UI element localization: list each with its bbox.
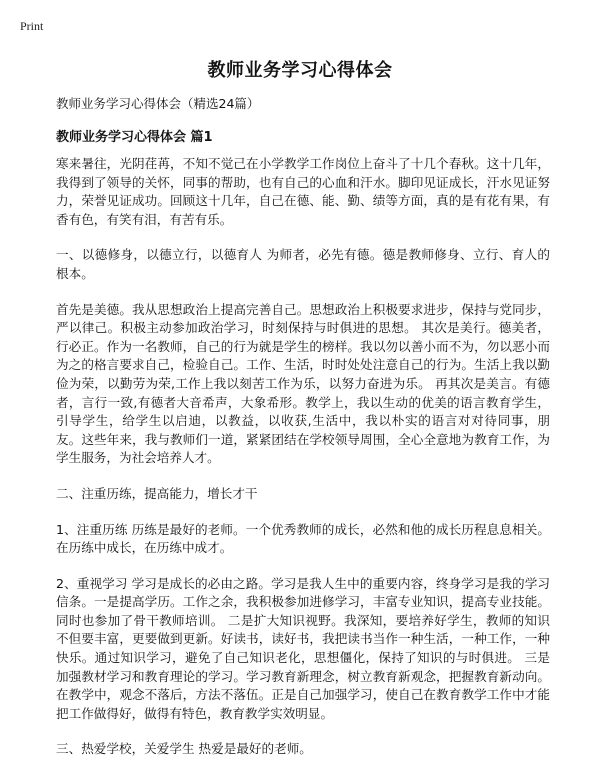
print-link[interactable]: Print bbox=[20, 19, 44, 33]
paragraph: 1、注重历练 历练是最好的老师。一个优秀教师的成长，必然和他的成长历程息息相关。在历练中成长，在历练中成才。 bbox=[56, 521, 550, 556]
paragraph: 2、重视学习 学习是成长的必由之路。学习是我人生中的重要内容，终身学习是我的学习信条。一是提高学历。工作之余，我积极参加进修学习，丰富专业知识，提高专业技能。同时也参加了骨干教师培训。 二是扩大知识视野。我深知，要培养好学生，教师的知识不但要丰富，更要做到更新。好读书，读好书，我把读书当作一种生活，一种工作，一种快乐。通过知识学习，避免了自己知识老化，思想僵化，保持了知识的与时俱进。 三是加强教材学习和教育理论的学习。学习教育新理念，树立教育新观念，把握教育新动向。在教学中，观念不落后，方法不落伍。正是自己加强学习，使自己在教育教学工作中才能把工作做得好，做得有特色，教育教学实效明显。 bbox=[56, 575, 550, 721]
paragraph: 寒来暑往，光阴荏苒，不知不觉己在小学教学工作岗位上奋斗了十几个春秋。这十几年，我得到了领导的关怀，同事的帮助，也有自己的心血和汗水。脚印见证成长，汗水见证努力，荣誉见证成功。回顾这十几年，自己在德、能、勤、绩等方面，真的是有花有果，有香有色，有笑有泪，有苦有乐。 bbox=[56, 156, 550, 227]
document-subtitle: 教师业务学习心得体会（精选24篇） bbox=[56, 96, 260, 111]
paragraph: 首先是美德。我从思想政治上提高完善自己。思想政治上积极要求进步，保持与党同步，严以律己。积极主动参加政治学习，时刻保持与时俱进的思想。 其次是美行。德美者，行必正。作为一名教师，自己的行为就是学生的榜样。我以勿以善小而不为，勿以恶小而为之的格言要求自己，检验自己。工作、生活，时时处处注意自己的行为。生活上我以勤俭为荣，以勤劳为荣,工作上我以刻苦工作为乐，以努力奋进为乐。 再其次是美言。有德者，言行一致,有德者大音希声，大象希形。教学上，我以生动的优美的语言教育学生，引导学生，给学生以启迪，以教益，以收获,生活中，我以朴实的语言对对待同事，朋友。这些年来，我与教师们一道，紧紧团结在学校领导周围，全心全意地为教育工作，为学生服务，为社会培养人才。 bbox=[56, 301, 550, 466]
paragraph: 二、注重历练，提高能力，增长才干 bbox=[56, 485, 258, 501]
paragraph: 一、以德修身，以德立行，以德育人 为师者，必先有德。德是教师修身、立行、育人的根本。 bbox=[56, 247, 550, 281]
article-body bbox=[56, 155, 550, 776]
section-heading: 教师业务学习心得体会 篇1 bbox=[56, 130, 213, 145]
paragraph: 三、热爱学校，关爱学生 热爱是最好的老师。 bbox=[56, 741, 312, 757]
page-title: 教师业务学习心得体会 bbox=[207, 60, 393, 81]
